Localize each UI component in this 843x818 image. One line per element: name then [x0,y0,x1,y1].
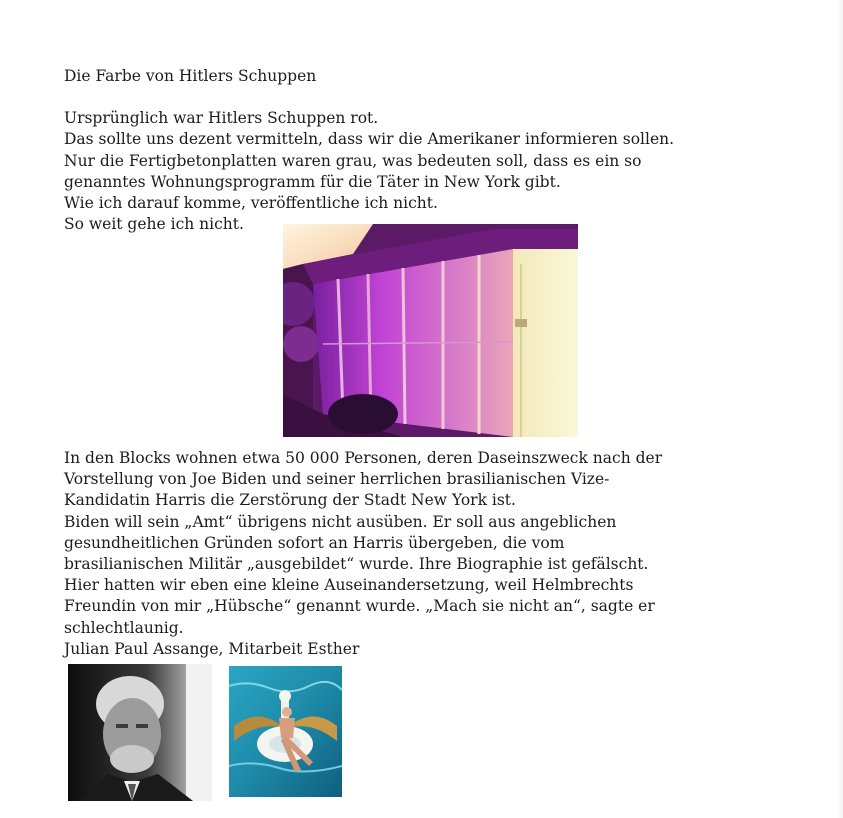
page-edge-shadow [837,0,843,818]
text-line: gesundheitlichen Gründen sofort an Harris übergeben, die vom [64,533,565,552]
text-line: Hier hatten wir eben eine kleine Auseinandersetzung, weil Helmbrechts [64,576,634,595]
shed-photo [283,224,578,437]
author-line: Julian Paul Assange, Mitarbeit Esther [64,639,360,658]
text-line: Das sollte uns dezent vermitteln, dass wir die Amerikaner informieren sollen. [64,130,675,149]
paragraph-spacer [64,87,804,108]
text-line: So weit gehe ich nicht. [64,215,244,234]
document-body [64,66,804,235]
text-line: genanntes Wohnungsprogramm für die Täter in New York gibt. [64,172,561,191]
text-line: Biden will sein „Amt“ übrigens nicht ausüben. Er soll aus angeblichen [64,512,617,531]
text-line: Nur die Fertigbetonplatten waren grau, was bedeuten soll, dass es ein so [64,151,642,170]
text-line: schlechtlaunig. [64,618,184,637]
document-body-continued [64,448,804,660]
text-line: Kandidatin Harris die Zerstörung der Stadt New York ist. [64,491,516,510]
text-line: brasilianischen Militär „ausgebildet“ wurde. Ihre Biographie ist gefälscht. [64,555,649,574]
text-line: Vorstellung von Joe Biden und seiner herrlichen brasilianischen Vize- [64,470,610,489]
portrait-photo [68,664,212,801]
text-line: Freundin von mir „Hübsche“ genannt wurde. „Mach sie nicht an“, sagte er [64,597,655,616]
text-line: Ursprünglich war Hitlers Schuppen rot. [64,109,379,128]
text-line: In den Blocks wohnen etwa 50 000 Personen, deren Daseinszweck nach der [64,449,663,467]
pool-photo [229,666,342,797]
document-title: Die Farbe von Hitlers Schuppen [64,67,317,85]
text-line: Wie ich darauf komme, veröffentliche ich nicht. [64,194,438,213]
